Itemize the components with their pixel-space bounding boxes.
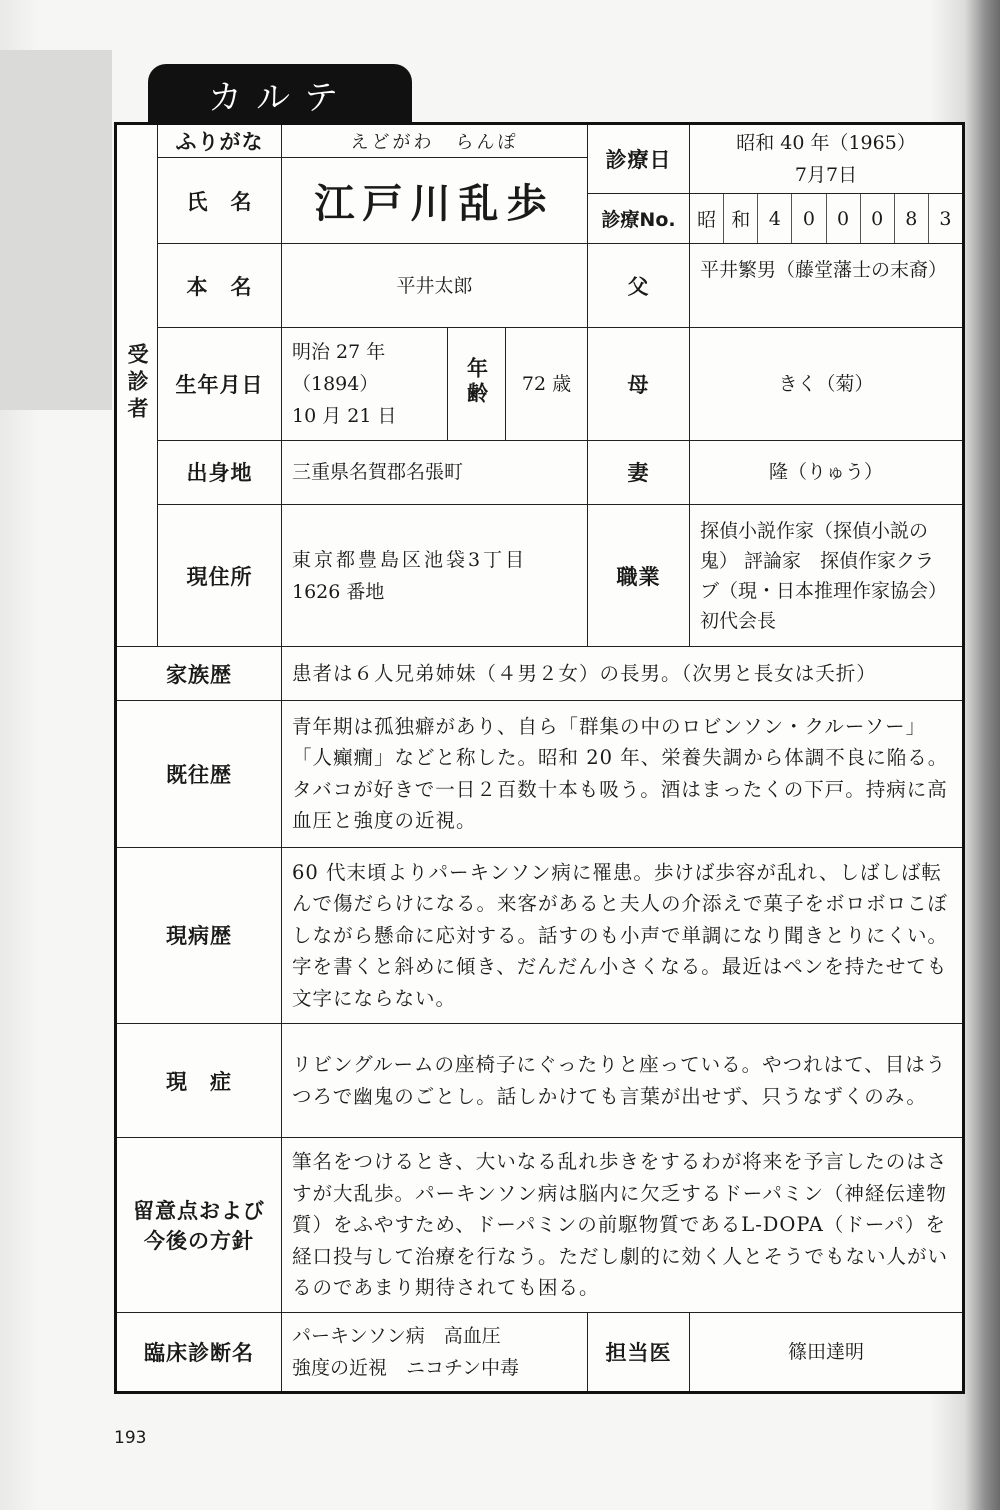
notes-label-line2: 今後の方針 — [144, 1229, 254, 1254]
visit-no-digit: 昭 — [697, 209, 717, 232]
patient-name: 江戸川乱歩 — [282, 158, 588, 244]
visit-no-digit: 和 — [723, 194, 757, 243]
prev-page-bleed — [0, 50, 112, 410]
birth-line2: （1894） — [292, 373, 379, 396]
honmyo-value: 平井太郎 — [282, 244, 588, 328]
visit-no-digits — [690, 194, 964, 244]
diagnosis-line2: 強度の近視 ニコチン中毒 — [292, 1356, 520, 1379]
birthplace-value: 三重県名賀郡名張町 — [282, 440, 588, 504]
mother-label: 母 — [588, 328, 690, 440]
address-value — [282, 504, 588, 646]
family-history-value: 患者は６人兄弟姉妹（４男２女）の長男。（次男と長女は夭折） — [282, 647, 964, 701]
furigana-value: えどがわ らんぽ — [282, 124, 588, 158]
present-illness-label: 現病歴 — [116, 847, 282, 1023]
diagnosis-line1: パーキンソン病 高血圧 — [292, 1324, 501, 1347]
address-label: 現住所 — [158, 504, 282, 646]
address-line2: 1626 番地 — [292, 580, 385, 603]
mother-value: きく（菊） — [690, 328, 964, 440]
birthplace-label: 出身地 — [158, 440, 282, 504]
visit-no-digit: 0 — [791, 194, 825, 243]
doctor-label: 担当医 — [588, 1312, 690, 1392]
address-line1: 東京都豊島区池袋3丁目 — [292, 548, 528, 571]
birth-label: 生年月日 — [158, 328, 282, 440]
visit-no-digit: 0 — [826, 194, 860, 243]
birth-value — [282, 328, 448, 440]
visit-no-digit: 8 — [894, 194, 928, 243]
visit-no-digit: 4 — [757, 194, 791, 243]
past-history-label: 既往歴 — [116, 701, 282, 847]
visit-no-digit: 0 — [860, 194, 894, 243]
age-value: 72 歳 — [506, 328, 588, 440]
diagnosis-label: 臨床診断名 — [116, 1312, 282, 1392]
visit-date-value — [690, 124, 964, 194]
furigana-label: ふりがな — [158, 124, 282, 158]
family-history-label: 家族歴 — [116, 647, 282, 701]
current-symptoms-value: リビングルームの座椅子にぐったりと座っている。やつれはて、目はうつろで幽鬼のごとし。話しかけても言葉が出せず、只うなずくのみ。 — [282, 1024, 964, 1138]
age-label: 年齢 — [448, 328, 506, 440]
father-value: 平井繁男（藤堂藩士の末裔） — [690, 244, 964, 328]
page-number: 193 — [114, 1428, 147, 1448]
job-value: 探偵小説作家（探偵小説の鬼） 評論家 探偵作家クラブ（現・日本推理作家協会）初代会長 — [690, 504, 964, 646]
visit-date-label: 診療日 — [588, 124, 690, 194]
wife-label: 妻 — [588, 440, 690, 504]
doctor-value: 篠田達明 — [690, 1312, 964, 1392]
birth-line1: 明治 27 年 — [292, 341, 386, 364]
notes-label-line1: 留意点および — [133, 1199, 265, 1224]
visit-no-label: 診療No. — [588, 194, 690, 244]
birth-line3: 10 月 21 日 — [292, 405, 397, 428]
visit-date-line2: 7月7日 — [794, 164, 858, 187]
current-symptoms-label: 現 症 — [116, 1024, 282, 1138]
notes-label — [116, 1138, 282, 1312]
wife-value: 隆（りゅう） — [690, 440, 964, 504]
diagnosis-value — [282, 1312, 588, 1392]
job-label: 職業 — [588, 504, 690, 646]
name-label: 氏 名 — [158, 158, 282, 244]
visit-date-line1: 昭和 40 年（1965） — [736, 132, 916, 155]
patient-section-label: 受診者 — [116, 124, 158, 647]
father-label: 父 — [588, 244, 690, 328]
past-history-value: 青年期は孤独癖があり、自ら「群集の中のロビンソン・クルーソー」「人癲癇」などと称した。昭和 20 年、栄養失調から体調不良に陥る。タバコが好きで一日２百数十本も吸う。酒はまったくの下戸。持病に高血圧と強度の近視。 — [282, 701, 964, 847]
present-illness-value: 60 代末頃よりパーキンソン病に罹患。歩けば歩容が乱れ、しばしば転んで傷だらけになる。来客があると夫人の介添えで菓子をボロボロこぼしながら懸命に応対する。話すのも小声で単調になり聞きとりにくい。字を書くと斜めに傾き、だんだん小さくなる。最近はペンを持たせても文字にならない。 — [282, 847, 964, 1023]
notes-value: 筆名をつけるとき、大いなる乱れ歩きをするわが将来を予言したのはさすが大乱歩。パーキンソン病は脳内に欠乏するドーパミン（神経伝達物質）をふやすため、ドーパミンの前駆物質であるL-DOPA（ドーパ）を経口投与して治療を行なう。ただし劇的に効く人とそうでもない人がいるのであまり期待されても困る。 — [282, 1138, 964, 1312]
karte-tab-title: カルテ — [148, 64, 412, 124]
honmyo-label: 本 名 — [158, 244, 282, 328]
karte-table — [114, 122, 965, 1394]
visit-no-digit: 3 — [928, 194, 962, 243]
